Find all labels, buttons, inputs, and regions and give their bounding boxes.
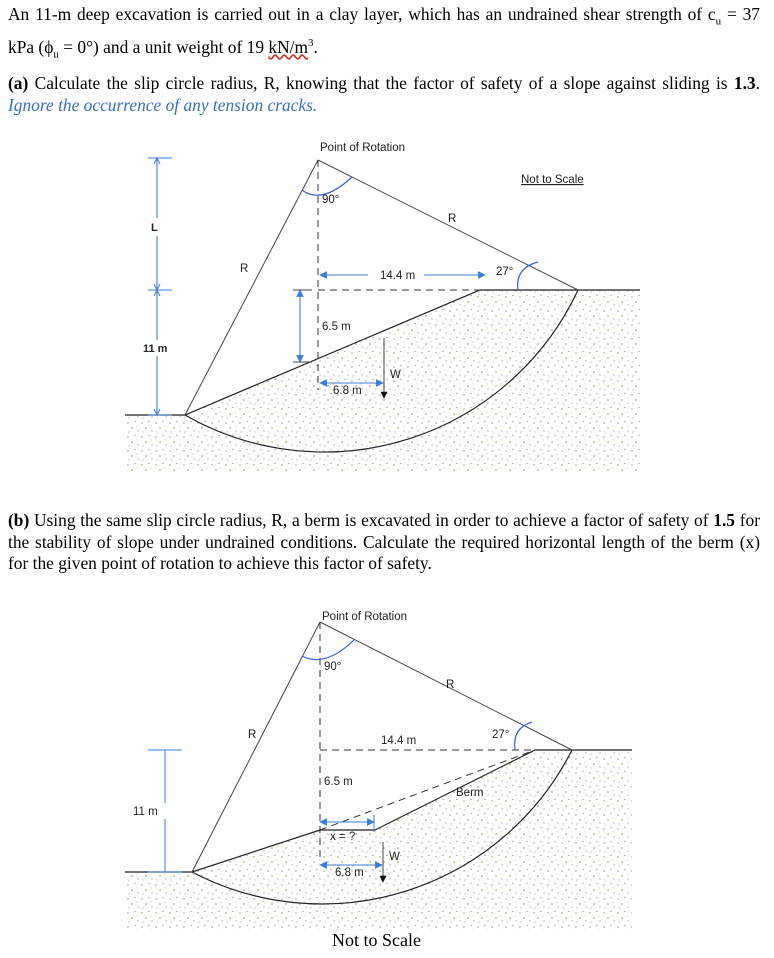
weight-label-b: W xyxy=(389,851,400,863)
angle-27-label-b: 27° xyxy=(492,729,510,741)
problem-statement: An 11-m deep excavation is carried out in a clay layer, which has an undrained shear strength of $c_u = 37$ kPa $(\phi_u = 0^\circ)$ and a unit weight of 19 $kN/m^3$. xyxy=(8,4,760,61)
radius-label-right-b: R xyxy=(446,679,455,691)
height-L-label: L xyxy=(151,222,158,234)
dim-6-8-label-b: 6.8 m xyxy=(335,867,364,879)
angle-27-label: 27° xyxy=(496,266,514,278)
dim-6-5-label: 6.5 m xyxy=(322,321,351,333)
angle-90-label: 90° xyxy=(322,194,340,206)
angle-90-label-b: 90° xyxy=(324,661,342,673)
part-a-question: (a) Calculate the slip circle radius, R, knowing that the factor of safety of a slope against sliding is 1.3. Ignore the occurrence of any tension cracks. xyxy=(8,73,760,115)
slope-angle-arc xyxy=(518,262,538,290)
dim-14-4-label: 14.4 m xyxy=(380,270,416,282)
figure-b-diagram xyxy=(0,605,774,935)
figure-a-diagram xyxy=(0,135,774,475)
radius-label-left: R xyxy=(240,263,249,275)
slope-angle-arc-b xyxy=(515,722,532,750)
berm-length-label: x = ? xyxy=(330,831,356,843)
right-angle-arc xyxy=(302,177,352,195)
radius-line-left-b xyxy=(192,622,320,872)
tension-crack-note: Ignore the occurrence of any tension cracks. xyxy=(8,94,318,115)
dim-6-5-label-b: 6.5 m xyxy=(324,776,353,788)
not-to-scale-label: Not to Scale xyxy=(521,174,584,186)
part-b-question: (b) Using the same slip circle radius, R, a berm is excavated in order to achieve a factor of safety of 1.5 for the stability of slope under undrained conditions. Calculate the required horizontal length of the berm (x) for the given point of rotation to achieve this factor of safety. xyxy=(8,510,760,573)
radius-label-right: R xyxy=(448,213,457,225)
weight-label: W xyxy=(390,369,401,381)
point-of-rotation-label: Point of Rotation xyxy=(320,142,406,154)
height-11m-label-b: 11 m xyxy=(133,806,158,818)
height-11m-label: 11 m xyxy=(143,343,168,355)
not-to-scale-caption: Not to Scale xyxy=(332,930,421,950)
point-of-rotation-label-b: Point of Rotation xyxy=(322,611,408,623)
berm-label: Berm xyxy=(456,787,484,799)
dim-6-8-label: 6.8 m xyxy=(333,385,362,397)
dim-14-4-label-b: 14.4 m xyxy=(381,735,417,747)
radius-label-left-b: R xyxy=(248,729,257,741)
